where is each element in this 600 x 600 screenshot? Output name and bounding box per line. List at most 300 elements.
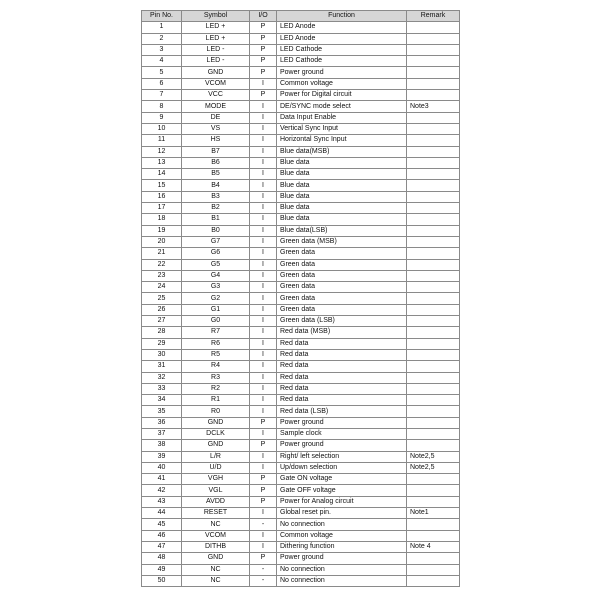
cell-symbol: B7 bbox=[182, 146, 250, 157]
table-row bbox=[142, 214, 460, 225]
cell-symbol: R1 bbox=[182, 395, 250, 406]
cell-function: Red data bbox=[277, 349, 407, 360]
cell-io: - bbox=[250, 519, 277, 530]
cell-function: LED Cathode bbox=[277, 56, 407, 67]
cell-remark bbox=[407, 372, 460, 383]
cell-pin-no: 23 bbox=[142, 270, 182, 281]
table-row bbox=[142, 395, 460, 406]
table-row bbox=[142, 440, 460, 451]
cell-pin-no: 25 bbox=[142, 293, 182, 304]
cell-symbol: DITHB bbox=[182, 541, 250, 552]
cell-function: No connection bbox=[277, 519, 407, 530]
table-row bbox=[142, 259, 460, 270]
cell-remark bbox=[407, 146, 460, 157]
cell-function: Common voltage bbox=[277, 530, 407, 541]
table-row bbox=[142, 338, 460, 349]
cell-symbol: GND bbox=[182, 440, 250, 451]
cell-pin-no: 3 bbox=[142, 44, 182, 55]
table-row bbox=[142, 485, 460, 496]
cell-io: P bbox=[250, 417, 277, 428]
pin-assignment-table bbox=[141, 10, 460, 587]
cell-function: Blue data(MSB) bbox=[277, 146, 407, 157]
cell-io: I bbox=[250, 270, 277, 281]
cell-io: I bbox=[250, 169, 277, 180]
cell-symbol: LED + bbox=[182, 33, 250, 44]
cell-pin-no: 42 bbox=[142, 485, 182, 496]
cell-symbol: U/D bbox=[182, 462, 250, 473]
cell-pin-no: 22 bbox=[142, 259, 182, 270]
cell-function: Dithering function bbox=[277, 541, 407, 552]
cell-io: P bbox=[250, 90, 277, 101]
cell-io: I bbox=[250, 282, 277, 293]
cell-symbol: B1 bbox=[182, 214, 250, 225]
cell-remark bbox=[407, 530, 460, 541]
cell-remark bbox=[407, 248, 460, 259]
cell-function: Blue data bbox=[277, 169, 407, 180]
cell-pin-no: 5 bbox=[142, 67, 182, 78]
cell-function: Red data (MSB) bbox=[277, 327, 407, 338]
cell-pin-no: 30 bbox=[142, 349, 182, 360]
table-body bbox=[142, 22, 460, 587]
cell-pin-no: 10 bbox=[142, 123, 182, 134]
cell-pin-no: 15 bbox=[142, 180, 182, 191]
cell-function: No connection bbox=[277, 575, 407, 586]
cell-function: LED Anode bbox=[277, 33, 407, 44]
cell-symbol: R2 bbox=[182, 383, 250, 394]
cell-remark bbox=[407, 44, 460, 55]
table-row bbox=[142, 372, 460, 383]
cell-io: I bbox=[250, 395, 277, 406]
cell-symbol: G0 bbox=[182, 316, 250, 327]
cell-remark bbox=[407, 440, 460, 451]
table-row bbox=[142, 56, 460, 67]
cell-symbol: R6 bbox=[182, 338, 250, 349]
cell-remark bbox=[407, 22, 460, 33]
table-row bbox=[142, 203, 460, 214]
cell-pin-no: 36 bbox=[142, 417, 182, 428]
cell-remark bbox=[407, 270, 460, 281]
table-row bbox=[142, 78, 460, 89]
cell-pin-no: 46 bbox=[142, 530, 182, 541]
cell-symbol: VGH bbox=[182, 474, 250, 485]
cell-remark bbox=[407, 474, 460, 485]
cell-remark: Note1 bbox=[407, 508, 460, 519]
cell-io: P bbox=[250, 56, 277, 67]
cell-pin-no: 26 bbox=[142, 304, 182, 315]
cell-remark bbox=[407, 338, 460, 349]
cell-function: Power ground bbox=[277, 553, 407, 564]
cell-io: I bbox=[250, 101, 277, 112]
cell-io: I bbox=[250, 123, 277, 134]
cell-symbol: GND bbox=[182, 67, 250, 78]
cell-symbol: B4 bbox=[182, 180, 250, 191]
cell-function: Power ground bbox=[277, 417, 407, 428]
cell-function: Red data bbox=[277, 395, 407, 406]
table-row bbox=[142, 361, 460, 372]
cell-function: Up/down selection bbox=[277, 462, 407, 473]
cell-function: Red data (LSB) bbox=[277, 406, 407, 417]
cell-remark bbox=[407, 191, 460, 202]
cell-io: I bbox=[250, 327, 277, 338]
cell-remark: Note 4 bbox=[407, 541, 460, 552]
cell-symbol: G5 bbox=[182, 259, 250, 270]
table-row bbox=[142, 180, 460, 191]
cell-symbol: LED + bbox=[182, 22, 250, 33]
cell-symbol: DCLK bbox=[182, 428, 250, 439]
cell-function: Green data bbox=[277, 270, 407, 281]
cell-remark bbox=[407, 90, 460, 101]
cell-io: I bbox=[250, 451, 277, 462]
cell-pin-no: 34 bbox=[142, 395, 182, 406]
cell-io: P bbox=[250, 496, 277, 507]
cell-io: I bbox=[250, 225, 277, 236]
cell-pin-no: 48 bbox=[142, 553, 182, 564]
cell-function: Vertical Sync Input bbox=[277, 123, 407, 134]
cell-pin-no: 41 bbox=[142, 474, 182, 485]
cell-function: Sample clock bbox=[277, 428, 407, 439]
cell-function: Green data bbox=[277, 259, 407, 270]
cell-remark bbox=[407, 428, 460, 439]
cell-symbol: B5 bbox=[182, 169, 250, 180]
cell-io: P bbox=[250, 22, 277, 33]
cell-symbol: L/R bbox=[182, 451, 250, 462]
cell-remark bbox=[407, 67, 460, 78]
cell-pin-no: 45 bbox=[142, 519, 182, 530]
cell-function: Power ground bbox=[277, 440, 407, 451]
cell-io: I bbox=[250, 462, 277, 473]
table-row bbox=[142, 157, 460, 168]
cell-function: Power for Digital circuit bbox=[277, 90, 407, 101]
cell-function: Right/ left selection bbox=[277, 451, 407, 462]
cell-symbol: RESET bbox=[182, 508, 250, 519]
cell-pin-no: 13 bbox=[142, 157, 182, 168]
cell-remark bbox=[407, 553, 460, 564]
table-row bbox=[142, 451, 460, 462]
cell-pin-no: 43 bbox=[142, 496, 182, 507]
table-row bbox=[142, 22, 460, 33]
table-row bbox=[142, 530, 460, 541]
cell-pin-no: 6 bbox=[142, 78, 182, 89]
cell-io: I bbox=[250, 293, 277, 304]
cell-io: I bbox=[250, 338, 277, 349]
table-row bbox=[142, 316, 460, 327]
header-io: I/O bbox=[250, 11, 277, 22]
cell-io: I bbox=[250, 135, 277, 146]
cell-pin-no: 14 bbox=[142, 169, 182, 180]
cell-symbol: G7 bbox=[182, 236, 250, 247]
cell-function: Red data bbox=[277, 338, 407, 349]
cell-function: Green data (MSB) bbox=[277, 236, 407, 247]
cell-function: Power ground bbox=[277, 67, 407, 78]
table-row bbox=[142, 519, 460, 530]
cell-remark bbox=[407, 78, 460, 89]
cell-pin-no: 39 bbox=[142, 451, 182, 462]
cell-remark bbox=[407, 417, 460, 428]
cell-pin-no: 50 bbox=[142, 575, 182, 586]
table-row bbox=[142, 508, 460, 519]
header-symbol: Symbol bbox=[182, 11, 250, 22]
cell-function: Green data (LSB) bbox=[277, 316, 407, 327]
cell-function: Green data bbox=[277, 304, 407, 315]
table-row bbox=[142, 474, 460, 485]
cell-remark bbox=[407, 293, 460, 304]
cell-pin-no: 27 bbox=[142, 316, 182, 327]
table-row bbox=[142, 541, 460, 552]
cell-io: I bbox=[250, 180, 277, 191]
cell-io: I bbox=[250, 406, 277, 417]
cell-io: I bbox=[250, 304, 277, 315]
cell-remark bbox=[407, 123, 460, 134]
cell-remark bbox=[407, 519, 460, 530]
cell-io: P bbox=[250, 553, 277, 564]
table-row bbox=[142, 282, 460, 293]
cell-symbol: NC bbox=[182, 519, 250, 530]
table-row bbox=[142, 135, 460, 146]
table-row bbox=[142, 293, 460, 304]
header-function: Function bbox=[277, 11, 407, 22]
cell-remark bbox=[407, 406, 460, 417]
cell-remark: Note3 bbox=[407, 101, 460, 112]
cell-symbol: GND bbox=[182, 417, 250, 428]
cell-symbol: G6 bbox=[182, 248, 250, 259]
cell-symbol: R3 bbox=[182, 372, 250, 383]
table-row bbox=[142, 169, 460, 180]
cell-pin-no: 31 bbox=[142, 361, 182, 372]
table-row bbox=[142, 383, 460, 394]
cell-function: Power for Analog circuit bbox=[277, 496, 407, 507]
cell-remark bbox=[407, 564, 460, 575]
cell-io: I bbox=[250, 78, 277, 89]
cell-symbol: B6 bbox=[182, 157, 250, 168]
table-row bbox=[142, 146, 460, 157]
cell-pin-no: 2 bbox=[142, 33, 182, 44]
table-row bbox=[142, 44, 460, 55]
cell-remark bbox=[407, 214, 460, 225]
cell-io: - bbox=[250, 564, 277, 575]
cell-pin-no: 33 bbox=[142, 383, 182, 394]
cell-remark bbox=[407, 236, 460, 247]
cell-remark bbox=[407, 327, 460, 338]
cell-pin-no: 44 bbox=[142, 508, 182, 519]
cell-pin-no: 4 bbox=[142, 56, 182, 67]
cell-function: Gate ON voltage bbox=[277, 474, 407, 485]
cell-function: Blue data bbox=[277, 191, 407, 202]
cell-io: P bbox=[250, 67, 277, 78]
cell-remark bbox=[407, 485, 460, 496]
cell-symbol: AVDD bbox=[182, 496, 250, 507]
cell-symbol: R5 bbox=[182, 349, 250, 360]
cell-remark bbox=[407, 316, 460, 327]
cell-io: I bbox=[250, 530, 277, 541]
cell-remark bbox=[407, 157, 460, 168]
cell-remark bbox=[407, 169, 460, 180]
cell-io: I bbox=[250, 428, 277, 439]
cell-symbol: G2 bbox=[182, 293, 250, 304]
cell-pin-no: 17 bbox=[142, 203, 182, 214]
cell-io: I bbox=[250, 349, 277, 360]
cell-io: - bbox=[250, 575, 277, 586]
cell-remark bbox=[407, 349, 460, 360]
table-row bbox=[142, 564, 460, 575]
table-row bbox=[142, 236, 460, 247]
cell-pin-no: 20 bbox=[142, 236, 182, 247]
cell-io: I bbox=[250, 383, 277, 394]
cell-symbol: G3 bbox=[182, 282, 250, 293]
table-header bbox=[142, 11, 460, 22]
cell-io: I bbox=[250, 316, 277, 327]
table-row bbox=[142, 33, 460, 44]
cell-io: I bbox=[250, 191, 277, 202]
cell-symbol: GND bbox=[182, 553, 250, 564]
cell-symbol: LED - bbox=[182, 44, 250, 55]
cell-io: I bbox=[250, 259, 277, 270]
cell-pin-no: 37 bbox=[142, 428, 182, 439]
cell-symbol: B3 bbox=[182, 191, 250, 202]
table-row bbox=[142, 225, 460, 236]
cell-pin-no: 9 bbox=[142, 112, 182, 123]
cell-pin-no: 11 bbox=[142, 135, 182, 146]
cell-symbol: NC bbox=[182, 564, 250, 575]
cell-function: Blue data bbox=[277, 214, 407, 225]
cell-function: Horizontal Sync Input bbox=[277, 135, 407, 146]
cell-remark bbox=[407, 575, 460, 586]
cell-pin-no: 21 bbox=[142, 248, 182, 259]
table-row bbox=[142, 327, 460, 338]
cell-remark bbox=[407, 112, 460, 123]
cell-pin-no: 12 bbox=[142, 146, 182, 157]
cell-function: Global reset pin. bbox=[277, 508, 407, 519]
table-row bbox=[142, 248, 460, 259]
cell-io: I bbox=[250, 541, 277, 552]
cell-remark bbox=[407, 225, 460, 236]
cell-function: Green data bbox=[277, 248, 407, 259]
cell-function: Blue data bbox=[277, 157, 407, 168]
cell-function: Data Input Enable bbox=[277, 112, 407, 123]
cell-function: Blue data(LSB) bbox=[277, 225, 407, 236]
table-row bbox=[142, 304, 460, 315]
cell-pin-no: 49 bbox=[142, 564, 182, 575]
cell-symbol: VCOM bbox=[182, 530, 250, 541]
table-row bbox=[142, 101, 460, 112]
table-row bbox=[142, 462, 460, 473]
cell-io: P bbox=[250, 440, 277, 451]
header-row bbox=[142, 11, 460, 22]
cell-io: P bbox=[250, 485, 277, 496]
cell-io: I bbox=[250, 203, 277, 214]
cell-symbol: MODE bbox=[182, 101, 250, 112]
cell-pin-no: 8 bbox=[142, 101, 182, 112]
cell-pin-no: 28 bbox=[142, 327, 182, 338]
cell-io: I bbox=[250, 214, 277, 225]
cell-function: Common voltage bbox=[277, 78, 407, 89]
cell-io: I bbox=[250, 508, 277, 519]
cell-function: Gate OFF voltage bbox=[277, 485, 407, 496]
cell-symbol: HS bbox=[182, 135, 250, 146]
cell-pin-no: 40 bbox=[142, 462, 182, 473]
table-row bbox=[142, 112, 460, 123]
cell-pin-no: 38 bbox=[142, 440, 182, 451]
cell-io: I bbox=[250, 361, 277, 372]
cell-function: DE/SYNC mode select bbox=[277, 101, 407, 112]
header-pin-no: Pin No. bbox=[142, 11, 182, 22]
cell-function: LED Anode bbox=[277, 22, 407, 33]
cell-remark bbox=[407, 203, 460, 214]
table-row bbox=[142, 553, 460, 564]
cell-pin-no: 19 bbox=[142, 225, 182, 236]
cell-function: Green data bbox=[277, 282, 407, 293]
cell-function: Blue data bbox=[277, 203, 407, 214]
cell-pin-no: 32 bbox=[142, 372, 182, 383]
cell-io: I bbox=[250, 112, 277, 123]
cell-remark bbox=[407, 282, 460, 293]
cell-symbol: VCOM bbox=[182, 78, 250, 89]
table-row bbox=[142, 406, 460, 417]
cell-symbol: DE bbox=[182, 112, 250, 123]
cell-pin-no: 35 bbox=[142, 406, 182, 417]
cell-io: I bbox=[250, 157, 277, 168]
cell-symbol: G1 bbox=[182, 304, 250, 315]
cell-symbol: VS bbox=[182, 123, 250, 134]
cell-io: I bbox=[250, 248, 277, 259]
cell-function: Green data bbox=[277, 293, 407, 304]
table-row bbox=[142, 191, 460, 202]
cell-symbol: NC bbox=[182, 575, 250, 586]
cell-io: I bbox=[250, 146, 277, 157]
table-row bbox=[142, 123, 460, 134]
cell-remark bbox=[407, 259, 460, 270]
cell-remark bbox=[407, 395, 460, 406]
table-row bbox=[142, 270, 460, 281]
cell-io: I bbox=[250, 236, 277, 247]
cell-pin-no: 18 bbox=[142, 214, 182, 225]
cell-remark bbox=[407, 56, 460, 67]
cell-function: Red data bbox=[277, 383, 407, 394]
cell-remark bbox=[407, 135, 460, 146]
cell-symbol: B2 bbox=[182, 203, 250, 214]
cell-remark bbox=[407, 383, 460, 394]
table-row bbox=[142, 496, 460, 507]
cell-remark bbox=[407, 361, 460, 372]
cell-function: Red data bbox=[277, 361, 407, 372]
cell-symbol: LED - bbox=[182, 56, 250, 67]
cell-pin-no: 16 bbox=[142, 191, 182, 202]
cell-remark: Note2,5 bbox=[407, 451, 460, 462]
cell-remark: Note2,5 bbox=[407, 462, 460, 473]
cell-remark bbox=[407, 496, 460, 507]
cell-function: No connection bbox=[277, 564, 407, 575]
table-row bbox=[142, 67, 460, 78]
cell-symbol: R7 bbox=[182, 327, 250, 338]
cell-symbol: B0 bbox=[182, 225, 250, 236]
table-row bbox=[142, 428, 460, 439]
cell-symbol: R0 bbox=[182, 406, 250, 417]
cell-remark bbox=[407, 33, 460, 44]
cell-symbol: G4 bbox=[182, 270, 250, 281]
header-remark: Remark bbox=[407, 11, 460, 22]
cell-symbol: R4 bbox=[182, 361, 250, 372]
cell-symbol: VGL bbox=[182, 485, 250, 496]
table-row bbox=[142, 417, 460, 428]
cell-pin-no: 47 bbox=[142, 541, 182, 552]
table-row bbox=[142, 575, 460, 586]
cell-io: I bbox=[250, 372, 277, 383]
cell-function: LED Cathode bbox=[277, 44, 407, 55]
cell-io: P bbox=[250, 474, 277, 485]
cell-function: Blue data bbox=[277, 180, 407, 191]
cell-symbol: VCC bbox=[182, 90, 250, 101]
cell-function: Red data bbox=[277, 372, 407, 383]
table-row bbox=[142, 349, 460, 360]
